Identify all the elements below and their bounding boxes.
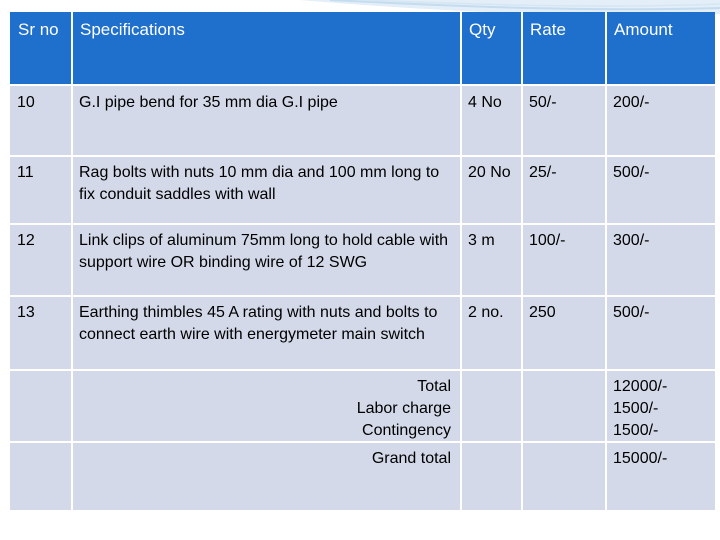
grand-total-label: Grand total	[371, 450, 451, 467]
row-12-amount: 300/-	[613, 232, 650, 249]
row-13-amount: 500/-	[613, 304, 650, 321]
row-11-spec: Rag bolts with nuts 10 mm dia and 100 mm long to fix conduit saddles with wall	[79, 164, 440, 203]
grid-line	[605, 12, 607, 510]
labor-charge-value: 1500/-	[613, 400, 659, 417]
contingency-label: Contingency	[362, 422, 451, 439]
row-12-sr: 12	[17, 232, 35, 249]
row-12-qty: 3 m	[468, 232, 495, 249]
grid-line	[10, 84, 715, 86]
grid-line	[10, 369, 715, 371]
row-11-qty: 20 No	[468, 164, 511, 181]
grid-line	[521, 12, 523, 510]
row-10-sr: 10	[17, 94, 35, 111]
grid-line	[10, 295, 715, 297]
row-11-sr: 11	[17, 164, 34, 181]
header-sr-no: Sr no	[10, 12, 72, 84]
row-13-qty: 2 no.	[468, 304, 504, 321]
row-13-rate: 250	[529, 304, 556, 321]
header-specifications: Specifications	[72, 12, 461, 84]
total-value: 12000/-	[613, 378, 668, 395]
contingency-value: 1500/-	[613, 422, 659, 439]
totals-labels	[72, 372, 461, 442]
grid-line	[10, 441, 715, 443]
total-label: Total	[417, 378, 451, 395]
row-10-rate: 50/-	[529, 94, 557, 111]
grid-line	[460, 12, 462, 510]
row-12-rate: 100/-	[529, 232, 566, 249]
row-10-amount: 200/-	[613, 94, 650, 111]
labor-charge-label: Labor charge	[356, 400, 451, 417]
row-11-rate: 25/-	[529, 164, 557, 181]
header-amount: Amount	[606, 12, 715, 84]
header-qty: Qty	[461, 12, 522, 84]
header-rate: Rate	[522, 12, 606, 84]
row-12-spec: Link clips of aluminum 75mm long to hold cable with support wire OR binding wire of 12 SWG	[79, 232, 449, 271]
row-13-spec: Earthing thimbles 45 A rating with nuts and bolts to connect earth wire with energymeter main switch	[79, 304, 438, 343]
row-13-sr: 13	[17, 304, 35, 321]
grid-line	[71, 12, 73, 510]
row-11-amount: 500/-	[613, 164, 650, 181]
row-10-qty: 4 No	[468, 94, 502, 111]
grid-line	[10, 223, 715, 225]
totals-values	[606, 372, 715, 442]
grid-line	[10, 155, 715, 157]
row-10-spec: G.I pipe bend for 35 mm dia G.I pipe	[79, 94, 338, 111]
estimate-table	[10, 12, 715, 510]
grand-total-value: 15000/-	[613, 450, 668, 467]
